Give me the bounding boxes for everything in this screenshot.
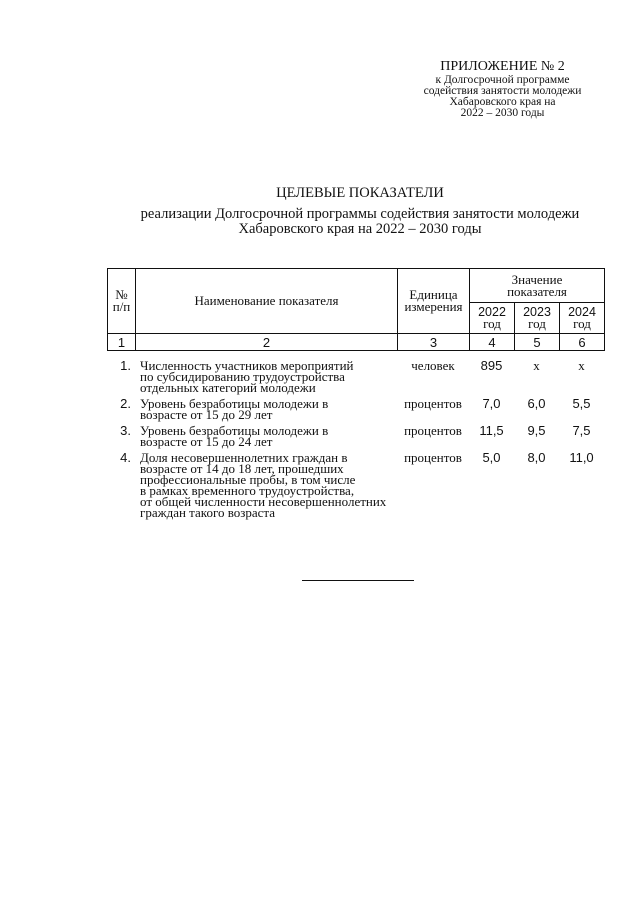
header-indicator-name: Наименование показателя — [136, 269, 398, 334]
table-row — [107, 425, 604, 447]
column-number: 2 — [136, 334, 398, 351]
value-2024: 11,0 — [569, 450, 594, 465]
indicator-name-line: граждан такого возраста — [140, 505, 276, 520]
header-number — [108, 269, 136, 334]
indicator-name — [135, 398, 397, 420]
appendix-line: к Долгосрочной программе — [435, 74, 570, 86]
value-2024: 7,5 — [572, 423, 591, 438]
appendix-line: 2022 – 2030 годы — [460, 107, 545, 119]
value-2022: 7,0 — [482, 396, 501, 411]
indicator-name-line: отдельных категорий молодежи — [140, 380, 316, 395]
document-title: ЦЕЛЕВЫЕ ПОКАЗАТЕЛИ — [276, 185, 444, 201]
indicator-name-line: в рамках временного трудоустройства, — [140, 483, 355, 498]
header-unit — [398, 269, 470, 334]
header-year — [470, 303, 515, 334]
header-year-suffix: год — [528, 316, 546, 331]
header-number-line: № — [115, 287, 128, 302]
header-year-number: 2022 — [478, 305, 506, 319]
indicator-unit: человек — [411, 358, 455, 373]
appendix-line: Хабаровского края на — [449, 96, 556, 108]
header-unit-line: Единица — [409, 287, 458, 302]
value-2024: 5,5 — [572, 396, 591, 411]
indicator-name-line: от общей численности несовершеннолетних — [140, 494, 387, 509]
indicator-name — [135, 452, 397, 518]
indicator-name-line: по субсидированию трудоустройства — [140, 369, 345, 384]
indicator-name-line: Доля несовершеннолетних граждан в — [140, 450, 348, 465]
header-year-suffix: год — [573, 316, 591, 331]
appendix-block — [400, 58, 605, 119]
value-2022: 11,5 — [479, 423, 504, 438]
value-2023: 8,0 — [527, 450, 546, 465]
header-year-suffix: год — [483, 316, 501, 331]
indicator-name-line: возрасте от 15 до 29 лет — [140, 407, 273, 422]
table-row — [107, 398, 604, 420]
header-year — [560, 303, 605, 334]
document-subtitle-line: реализации Долгосрочной программы содействия занятости молодежи — [140, 206, 580, 222]
column-number: 1 — [108, 334, 136, 351]
header-year-number: 2023 — [523, 305, 551, 319]
indicator-unit: процентов — [404, 423, 462, 438]
header-value-line: показателя — [507, 283, 567, 299]
header-value — [470, 269, 605, 303]
header-year-number: 2024 — [568, 305, 596, 319]
end-divider — [302, 580, 414, 581]
document-heading — [90, 186, 630, 237]
document-subtitle-line: Хабаровского края на 2022 – 2030 годы — [238, 221, 482, 237]
indicator-name-line: Уровень безработицы молодежи в — [140, 396, 329, 411]
indicator-unit: процентов — [404, 396, 462, 411]
value-2023: х — [533, 358, 540, 373]
header-value-line: Значение — [511, 271, 563, 287]
column-number: 6 — [560, 334, 605, 351]
indicators-table-body — [107, 360, 604, 518]
header-unit-line: измерения — [404, 299, 463, 314]
appendix-title: ПРИЛОЖЕНИЕ № 2 — [440, 59, 565, 74]
table-row — [107, 452, 604, 518]
indicator-name-line: Уровень безработицы молодежи в — [140, 423, 329, 438]
header-number-line: п/п — [112, 299, 131, 314]
indicator-unit: процентов — [404, 450, 462, 465]
value-2024: х — [578, 358, 585, 373]
indicator-name-line: возрасте от 14 до 18 лет, прошедших — [140, 461, 344, 476]
value-2022: 895 — [480, 358, 503, 373]
row-number: 1. — [120, 358, 131, 373]
row-number: 3. — [120, 423, 131, 438]
column-number: 4 — [470, 334, 515, 351]
table-row — [107, 360, 604, 393]
header-year — [515, 303, 560, 334]
indicators-table-header — [107, 268, 605, 351]
indicator-name-line: профессиональные пробы, в том числе — [140, 472, 356, 487]
indicator-name-line: Численность участников мероприятий — [140, 358, 354, 373]
row-number: 2. — [120, 396, 131, 411]
indicator-name — [135, 425, 397, 447]
value-2022: 5,0 — [482, 450, 501, 465]
column-number: 5 — [515, 334, 560, 351]
indicator-name-line: возрасте от 15 до 24 лет — [140, 434, 273, 449]
row-number: 4. — [120, 450, 131, 465]
column-number: 3 — [398, 334, 470, 351]
value-2023: 9,5 — [527, 423, 546, 438]
appendix-line: содействия занятости молодежи — [423, 85, 582, 97]
value-2023: 6,0 — [527, 396, 546, 411]
indicator-name — [135, 360, 397, 393]
